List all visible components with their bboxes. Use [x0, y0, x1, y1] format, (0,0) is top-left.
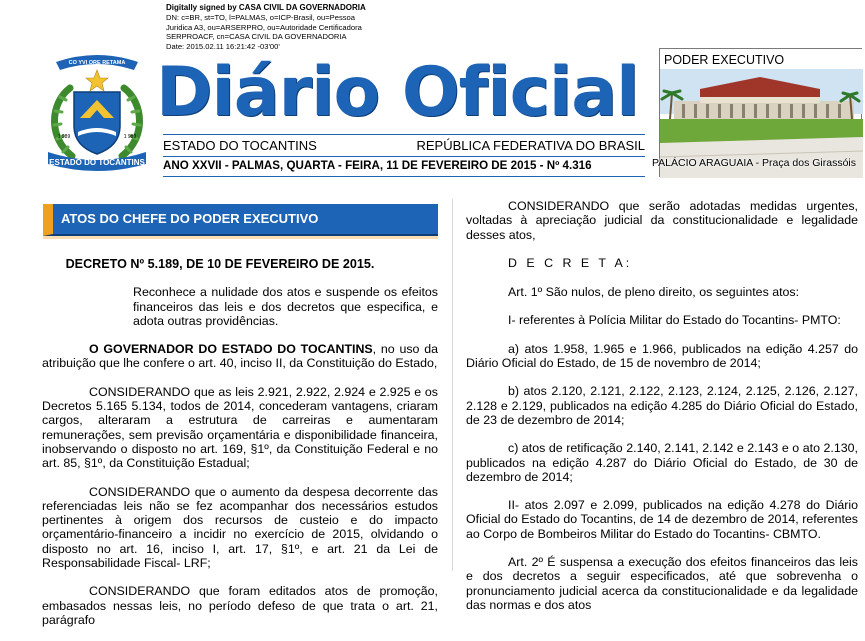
- article-1: Art. 1º São nulos, de pleno direito, os seguintes atos:: [508, 285, 800, 300]
- masthead-title: Diário Oficial: [156, 53, 639, 132]
- republic-name: REPÚBLICA FEDERATIVA DO BRASIL: [416, 138, 645, 153]
- state-name: ESTADO DO TOCANTINS: [163, 138, 317, 153]
- crest-ribbon-bottom: ESTADO DO TOCANTINS: [49, 158, 145, 167]
- section-banner: ATOS DO CHEFE DO PODER EXECUTIVO: [43, 204, 438, 236]
- article-item: b) atos 2.120, 2.121, 2.122, 2.123, 2.124, 2.125, 2.126, 2.127, 2.128 e 2.129, publicados na edição 4.285 do Diário Oficial do Estado, de 23 de dezembro de 2014;: [466, 384, 858, 427]
- photo-title: PODER EXECUTIVO: [664, 53, 785, 67]
- considerando-paragraph: CONSIDERANDO que serão adotadas medidas urgentes, voltadas à apreciação judicial da constitucionalidade e legalidade desses atos,: [466, 199, 858, 242]
- considerando-paragraph: CONSIDERANDO que foram editados atos de promoção, embasados nessas leis, no período defeso de que trata o art. 21, parágrafo: [42, 584, 438, 627]
- decree-title: DECRETO Nº 5.189, DE 10 DE FEVEREIRO DE 2015.: [65, 257, 375, 271]
- section-banner-accent: [43, 236, 438, 239]
- governor-title: O GOVERNADOR DO ESTADO DO TOCANTINS: [89, 342, 373, 357]
- left-column: [42, 257, 438, 641]
- decree-summary: Reconhece a nulidade dos atos e suspende os efeitos financeiros das leis e dos decretos que especifica, e adota outras providências.: [133, 285, 438, 328]
- considerando-paragraph: CONSIDERANDO que as leis 2.921, 2.922, 2.924 e 2.925 e os Decretos 5.165 5.134, todos de 2014, concederam vantagens, criaram cargos, alteraram a estrutura de carreiras e aumentaram remunerações, sem previsão orçamentária e disponibilidade financeira, inobservando o disposto no art. 169, §1º, da Constituição Federal e no art. 85, §1º, da Constituição Estadual;: [42, 384, 438, 471]
- signature-line: Date: 2015.02.11 16:21:42 -03'00': [166, 42, 280, 52]
- article-item: II- atos 2.097 e 2.099, publicados na edição 4.278 do Diário Oficial do Estado do Tocantins, de 14 de dezembro de 2014, referentes ao Corpo de Bombeiros Militar do Estado do Tocantins- CBMTO.: [466, 498, 858, 541]
- palace-photo-box: [651, 48, 862, 177]
- masthead-subheader: [163, 134, 645, 156]
- digital-signature: [166, 3, 426, 52]
- signature-line: Digitally signed by CASA CIVIL DA GOVERNADORIA: [166, 3, 366, 12]
- signature-line: DN: c=BR, st=TO, l=PALMAS, o=ICP-Brasil, ou=Pessoa: [166, 12, 356, 22]
- article-item: I- referentes à Polícia Militar do Estado do Tocantins- PMTO:: [508, 313, 841, 328]
- crest-year-right: 1 989: [123, 134, 137, 140]
- considerando-paragraph: CONSIDERANDO que o aumento da despesa decorrente das referenciadas leis não se fez acompanhar dos necessários estudos pertinentes à origem dos recursos de custeio e do impacto orçamentário-financeiro a incidir no exercício de 2015, olvidando o disposto no art. 16, inciso I, art. 17, §1º, e art. 21 da Lei de Responsabilidade Fiscal- LRF;: [42, 484, 438, 571]
- crest-year-left: 1 989: [57, 134, 71, 140]
- signature-line: Juridica A3, ou=ARSERPRO, ou=Autoridade Certificadora: [166, 22, 362, 32]
- state-crest-logo: [42, 48, 152, 176]
- decreta-heading: D E C R E T A:: [508, 255, 633, 270]
- governor-paragraph: [42, 342, 438, 371]
- article-2: Art. 2º É suspensa a execução dos efeitos financeiros das leis e dos decretos a seguir especificados, até que sobrevenha o pronunciamento judicial acerca da constitucionalidade e da legalidade das normas e dos atos: [466, 555, 858, 612]
- column-divider: [452, 199, 453, 571]
- article-item: a) atos 1.958, 1.965 e 1.966, publicados na edição 4.257 do Diário Oficial do Estado, de 15 de novembro de 2014;: [466, 341, 858, 371]
- article-item: c) atos de retificação 2.140, 2.141, 2.142 e 2.143 e o ato 2.130, publicados na edição 4.287 do Diário Oficial do Estado, de 30 de dezembro de 2014;: [466, 441, 858, 484]
- edition-line: ANO XXVII - PALMAS, QUARTA - FEIRA, 11 DE FEVEREIRO DE 2015 - Nº 4.316: [163, 156, 645, 177]
- photo-caption: PALÁCIO ARAGUAIA - Praça dos Girassóis: [651, 157, 856, 169]
- signature-line: SERPROACF, cn=CASA CIVIL DA GOVERNADORIA: [166, 32, 347, 42]
- right-column: [466, 199, 858, 626]
- crest-ribbon-top: CO YVI ORE RETAMA: [68, 60, 126, 66]
- governor-text: , no uso da atribuição que lhe confere o art. 40, inciso II, da Constituição do Estado,: [42, 342, 439, 371]
